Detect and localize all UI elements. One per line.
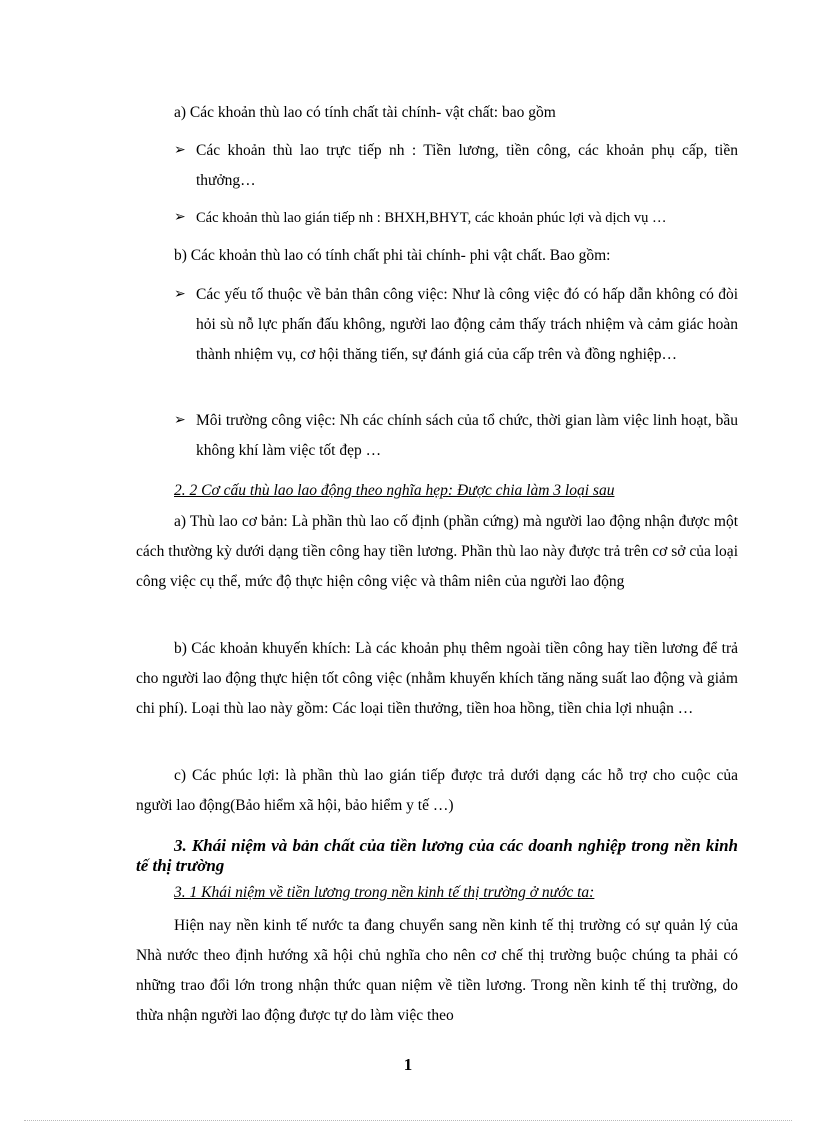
footer-divider	[24, 1120, 792, 1121]
bullet-direct-compensation	[174, 136, 738, 196]
bullet-text: Các khoản thù lao trực tiếp nh : Tiền lương, tiền công, các khoản phụ cấp, tiền thưởng…	[196, 142, 738, 189]
bullet-text: Môi trường công việc: Nh các chính sách của tổ chức, thời gian làm việc linh hoạt, bầu không khí làm việc tốt đẹp …	[196, 412, 738, 459]
line-a: a) Các khoản thù lao có tính chất tài chính- vật chất: bao gồm	[174, 104, 556, 121]
bullet-text: Các yếu tố thuộc về bản thân công việc: Như là công việc đó có hấp dẫn không có đòi hỏi sù nỗ lực phấn đấu không, người lao động cảm thấy trách nhiệm và cảm giác hoàn thành nhiệm vụ, cơ hội thăng tiến, sự đánh giá của cấp trên và đồng nghiệp…	[196, 286, 738, 363]
arrow-bullet-icon: ➢	[174, 287, 186, 302]
subheading-2-2: 2. 2 Cơ cấu thù lao lao động theo nghĩa hẹp: Được chia làm 3 loại sau	[174, 482, 615, 499]
arrow-bullet-icon: ➢	[174, 143, 186, 158]
bullet-job-factors	[174, 280, 738, 370]
paragraph-incentives: b) Các khoản khuyến khích: Là các khoản phụ thêm ngoài tiền công hay tiền lương để trả cho người lao động thực hiện tốt công việc (nhằm khuyến khích tăng năng suất lao động và giảm chi phí). Loại thù lao này gồm: Các loại tiền thưởng, tiền hoa hồng, tiền chia lợi nhuận …	[136, 640, 738, 717]
page-number: 1	[403, 1055, 413, 1074]
bullet-text: Các khoản thù lao gián tiếp nh : BHXH,BHYT, các khoản phúc lợi và dịch vụ …	[196, 210, 667, 226]
paragraph-wage-concept: Hiện nay nền kinh tế nước ta đang chuyển sang nền kinh tế thị trường có sự quản lý của Nhà nước theo định hướng xã hội chủ nghĩa cho nên cơ chế thị trường buộc chúng ta phải có những trao đổi lớn trong nhận thức quan niệm về tiền lương. Trong nền kinh tế thị trường, do thừa nhận người lao động được tự do làm việc theo	[136, 917, 738, 1024]
paragraph-basic-compensation: a) Thù lao cơ bản: Là phần thù lao cố định (phần cứng) mà người lao động nhận được một cách thường kỳ dưới dạng tiền công hay tiền lương. Phần thù lao này được trả trên cơ sở của loại công việc cụ thể, mức độ thực hiện công việc và thâm niên của người lao động	[136, 513, 738, 590]
arrow-bullet-icon: ➢	[174, 210, 186, 225]
heading-3: 3. Khái niệm và bản chất của tiền lương của các doanh nghiệp trong nền kinh tế thị trường	[136, 836, 738, 875]
line-b: b) Các khoản thù lao có tính chất phi tài chính- phi vật chất. Bao gồm:	[174, 247, 611, 264]
paragraph-benefits: c) Các phúc lợi: là phần thù lao gián tiếp được trả dưới dạng các hỗ trợ cho cuộc của người lao động(Bảo hiểm xã hội, bảo hiểm y tế …)	[136, 767, 738, 814]
bullet-work-environment	[174, 406, 738, 466]
subheading-3-1: 3. 1 Khái niệm về tiền lương trong nền kinh tế thị trường ở nước ta:	[174, 884, 595, 901]
bullet-indirect-compensation	[174, 203, 738, 233]
arrow-bullet-icon: ➢	[174, 413, 186, 428]
